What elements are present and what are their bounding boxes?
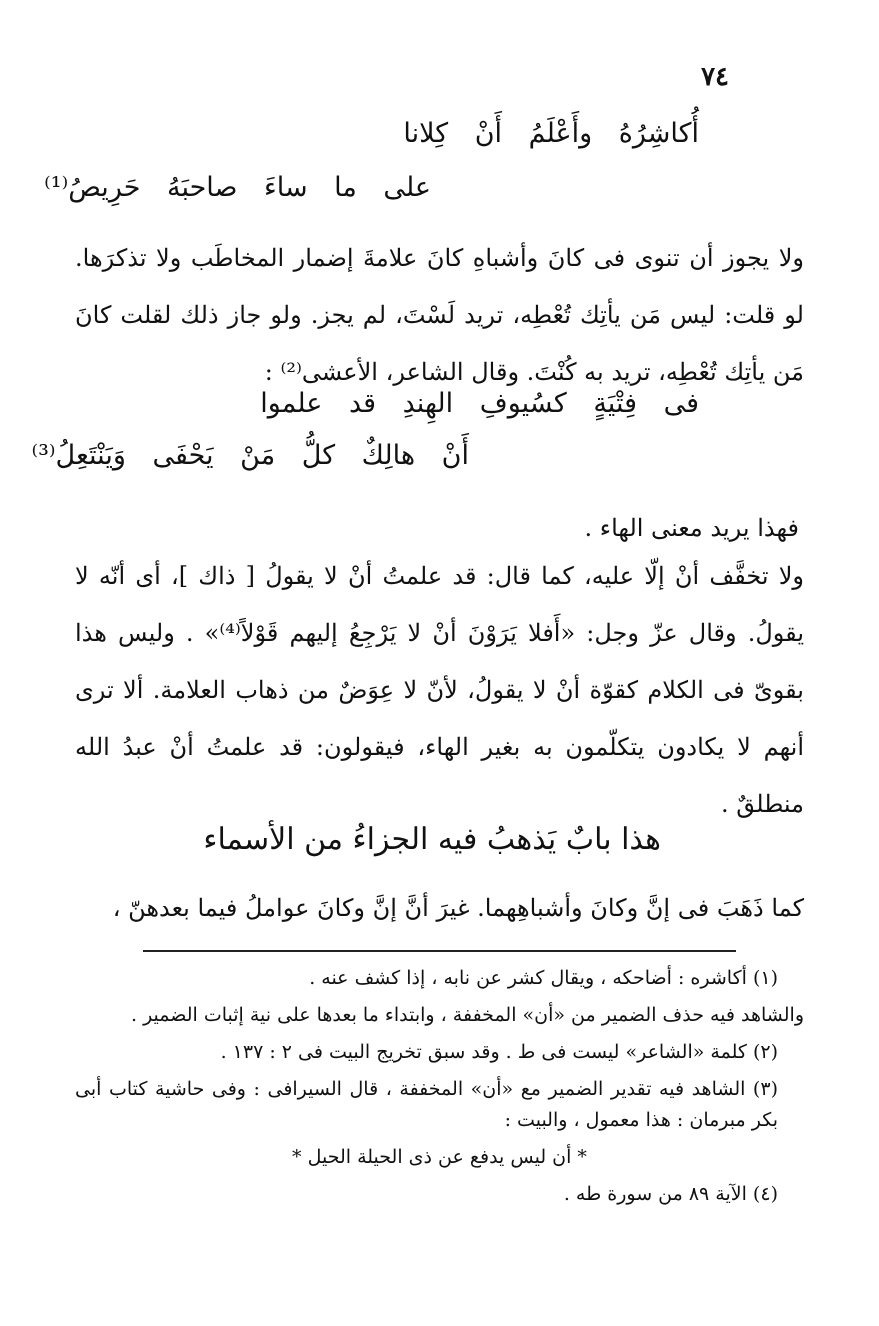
- footnote-4: (٤) الآية ٨٩ من سورة طه .: [563, 1183, 778, 1205]
- footnote-2: (٢) كلمة «الشاعر» ليست فى ط . وقد سبق تخريج البيت فى ٢ : ١٣٧ .: [220, 1041, 778, 1063]
- footnote-1: (١) أكاشره : أضاحكه ، ويقال كشر عن نابه ، إذا كشف عنه .: [309, 967, 778, 989]
- paragraph-3-text: ولا تخفَّف أنْ إلّا عليه، كما قال: قد علمتُ أنْ لا يقولُ [ ذاك ]، أى أنّه لا يقولُ. وقال عزّ وجل: «أَفلا يَرَوْنَ أنْ لا يَرْجِعُ إليهم قَوْلاً⁽⁴⁾» . وليس هذا بقوىّ فى الكلام كقوّة أنْ لا يقولُ، لأنّ لا عِوَضٌ من ذهاب العلامة. ألا ترى أنهم لا يكادون يتكلّمون به بغير الهاء، فيقولون: قد علمتُ أنْ عبدُ الله منطلقٌ .: [75, 562, 805, 818]
- verse-line-3: فى فِتْيَةٍ كسُيوفِ الهِندِ قد علموا: [260, 388, 699, 419]
- footnote-1-continuation: والشاهد فيه حذف الضمير من «أن» المخففة ، وابتداء ما بعدها على نية إثبات الضمير .: [130, 1004, 804, 1026]
- paragraph-4: [75, 880, 804, 937]
- paragraph-4-text: كما ذَهَبَ فى إنَّ وكانَ وأشباهِهما. غيرَ أنَّ إنَّ وكانَ عواملُ فيما بعدهنّ ،: [112, 894, 804, 922]
- verse-line-2: على ما ساءَ صاحبَهُ حَرِيصُ⁽¹⁾: [44, 172, 431, 203]
- footnote-divider: [143, 950, 736, 952]
- paragraph-1-text: ولا يجوز أن تنوى فى كانَ وأشباهِ كانَ علامةَ إضمار المخاطَب ولا تذكرَها. لو قلت: ليس مَن يأتِك تُعْطِه، تريد لَسْتَ، لم يجز. ولو جاز ذلك لقلت كانَ مَن يأتِك تُعْطِه، تريد به كُنْتَ. وقال الشاعر، الأعشى⁽²⁾ :: [75, 244, 804, 386]
- verse-line-1: أُكاشِرُهُ وأَعْلَمُ أَنْ كِلانا: [403, 118, 699, 149]
- page-number: ٧٤: [701, 62, 729, 92]
- paragraph-3: [75, 548, 804, 833]
- footnote-3: (٣) الشاهد فيه تقدير الضمير مع «أن» المخففة ، قال السيرافى : وفى حاشية كتاب أبى بكر مبرمان : هذا معمول ، والبيت :: [75, 1078, 778, 1131]
- paragraph-2-text: فهذا يريد معنى الهاء .: [584, 514, 799, 542]
- paragraph-1: [75, 230, 804, 401]
- chapter-title: هذا بابٌ يَذهبُ فيه الجزاءُ من الأسماء: [203, 822, 661, 857]
- footnote-3-quote: * أن ليس يدفع عن ذى الحيلة الحيل *: [292, 1146, 587, 1168]
- footnotes: [75, 963, 804, 1216]
- verse-line-4: أَنْ هالِكٌ كلُّ مَنْ يَحْفَى وَيَنْتَعِلُ⁽³⁾: [31, 440, 469, 471]
